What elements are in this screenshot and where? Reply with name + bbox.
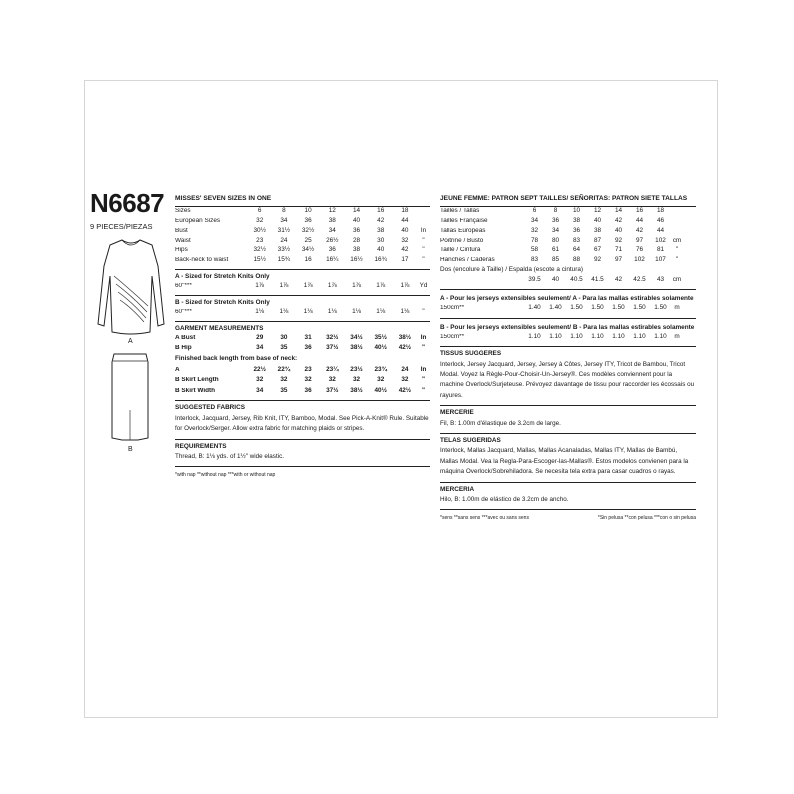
- english-row: Bust 30½ 31½ 32½ 34 36 38 40 In: [175, 226, 427, 234]
- english-view-b-title: B - Sized for Stretch Knits Only: [175, 295, 430, 306]
- figure-b-label: B: [128, 446, 133, 453]
- french-header: JEUNE FEMME: PATRON SEPT TAILLES/ SEÑORITAS: PATRON SIETE TALLAS: [440, 196, 696, 207]
- garment-row: A Bust 29 30 31 32½ 34½ 35½ 38½ In: [175, 333, 427, 341]
- tissus-title: TISSUS SUGGERES: [440, 346, 696, 357]
- french-row: Tailles / Tallas 6 8 10 12 14 16 18: [440, 207, 665, 215]
- french-row: Tailles Française 34 36 38 40 42 44 46: [440, 217, 665, 225]
- french-view-a-yardage: 150cm** 1.40 1.40 1.50 1.50 1.50 1.50 1.50 m: [440, 304, 680, 312]
- pattern-code: N6687: [90, 188, 165, 218]
- telas-text: Interlock, Mallas Jacquard, Mallas, Mallas Acanaladas, Mallas ITY, Mallas de Bambú, Mallas Modal. Vea la Regla-Para-Escoger-las-Mallas®. Estos modelos convienen para la máquina Overlock/Sobrehiladora. Se necesita tela extra para casar cuadros o rayas.: [440, 447, 689, 476]
- pattern-pieces: 9 PIECES/PIEZAS: [90, 222, 153, 231]
- spanish-footnote: *Sin pelusa **con pelusa ***con o sin pelusa: [597, 515, 696, 522]
- french-row: Hanches / Caderas 83 85 88 92 97 102 107 ": [440, 256, 679, 264]
- english-row: European Sizes 32 34 36 38 40 42 44: [175, 217, 409, 225]
- english-row: Hips 32½ 33½ 34½ 36 38 40 42 ": [175, 246, 425, 254]
- telas-title: TELAS SUGERIDAS: [440, 433, 696, 444]
- french-view-b-title: B - Pour les jerseys extensibles seulement/ B - Para las mallas estirables solamente: [440, 318, 696, 332]
- suggested-fabrics-text: Interlock, Jacquard, Jersey, Rib Knit, ITY, Bamboo, Modal. See Pick-A-Knit® Rule. Suitable for Overlock/Serger. Allow extra fabric for matching plaids or stripes.: [175, 414, 429, 433]
- english-body-measurements: [175, 207, 430, 266]
- finished-row: B Skirt Width 34 35 36 37½ 38½ 40½ 42½ ": [175, 386, 426, 394]
- requirements-text: Thread, B: 1⅛ yds. of 1½" wide elastic.: [175, 452, 284, 460]
- english-row: Back-neck to waist 15½ 15¾ 16 16¼ 16½ 16¾ 17 ": [175, 256, 425, 264]
- french-row: Tallas Europeas 32 34 36 38 40 42 44: [440, 226, 665, 234]
- garment-row: B Hip 34 35 36 37½ 38½ 40½ 42½ ": [175, 344, 426, 352]
- french-row: Poitrine / Busto 78 80 83 87 92 97 102 cm: [440, 236, 682, 244]
- figure-a-top-drawing: [92, 236, 170, 340]
- tissus-text: Interlock, Jersey Jacquard, Jersey, Jersey à Côtes, Jersey ITY, Tricot de Bambou, Tricot Modal. Voyez la Règle-Pour-Choisir-Un-Jersey®. Ces modèles conviennent pour la machine Overlock/Surjeteuse. Prévoyez davantage de tissu pour raccorder les écossais ou rayures.: [440, 360, 695, 399]
- finished-row: B Skirt Length 32 32 32 32 32 32 32 ": [175, 376, 426, 384]
- mercerie-title: MERCERIE: [440, 405, 696, 416]
- figure-b-skirt-drawing: [108, 350, 152, 444]
- english-size-chart: [175, 196, 430, 478]
- merceria-text: Hilo, B: 1.00m de elástico de 3.2cm de ancho.: [440, 496, 569, 504]
- finished-length-title: Finished back length from base of neck:: [175, 355, 298, 363]
- french-view-a-title: A - Pour les jerseys extensibles seulement/ A - Para las mallas estirables solamente: [440, 289, 696, 303]
- merceria-title: MERCERIA: [440, 482, 696, 493]
- figure-a-label: A: [128, 338, 133, 345]
- requirements-title: REQUIREMENTS: [175, 439, 430, 450]
- french-body-measurements: [440, 207, 696, 285]
- english-row: Sizes 6 8 10 12 14 16 18: [175, 207, 409, 215]
- french-dos-row: 39.5 40 40.5 41.5 42 42.5 43 cm: [528, 275, 682, 283]
- french-dos-label: Dos (encolure à Taille) / Espalda (escote a cintura): [440, 266, 584, 274]
- french-row: Taille / Cintura 58 61 64 67 71 76 81 ": [440, 246, 679, 254]
- french-footnote: *sens **sans sens ***avec ou sans sens: [440, 515, 529, 522]
- english-view-a-title: A - Sized for Stretch Knits Only: [175, 269, 430, 280]
- english-row: Waist 23 24 25 26½ 28 30 32 ": [175, 236, 425, 244]
- french-view-b-yardage: 150cm** 1.10 1.10 1.10 1.10 1.10 1.10 1.10 m: [440, 332, 680, 340]
- french-spanish-footnotes: [440, 516, 696, 521]
- suggested-fabrics-title: SUGGESTED FABRICS: [175, 400, 430, 411]
- english-view-b-yardage: 60"*** 1⅛ 1⅛ 1⅛ 1⅛ 1⅛ 1⅛ 1⅛ ": [175, 307, 425, 315]
- finished-row: A 22½ 22¾ 23 23¼ 23½ 23¾ 24 In: [175, 365, 427, 373]
- garment-measurements-title: GARMENT MEASUREMENTS: [175, 321, 430, 332]
- mercerie-text: Fil, B: 1.00m d'élastique de 3.2cm de large.: [440, 419, 561, 427]
- french-spanish-size-chart: [440, 196, 696, 521]
- english-header: MISSES' SEVEN SIZES IN ONE: [175, 196, 430, 207]
- english-view-a-yardage: 60"*** 1⅞ 1⅞ 1⅞ 1⅞ 1⅞ 1⅞ 1⅞ Yd: [175, 281, 428, 289]
- english-footnote: *with nap **without nap ***with or without nap: [175, 472, 276, 479]
